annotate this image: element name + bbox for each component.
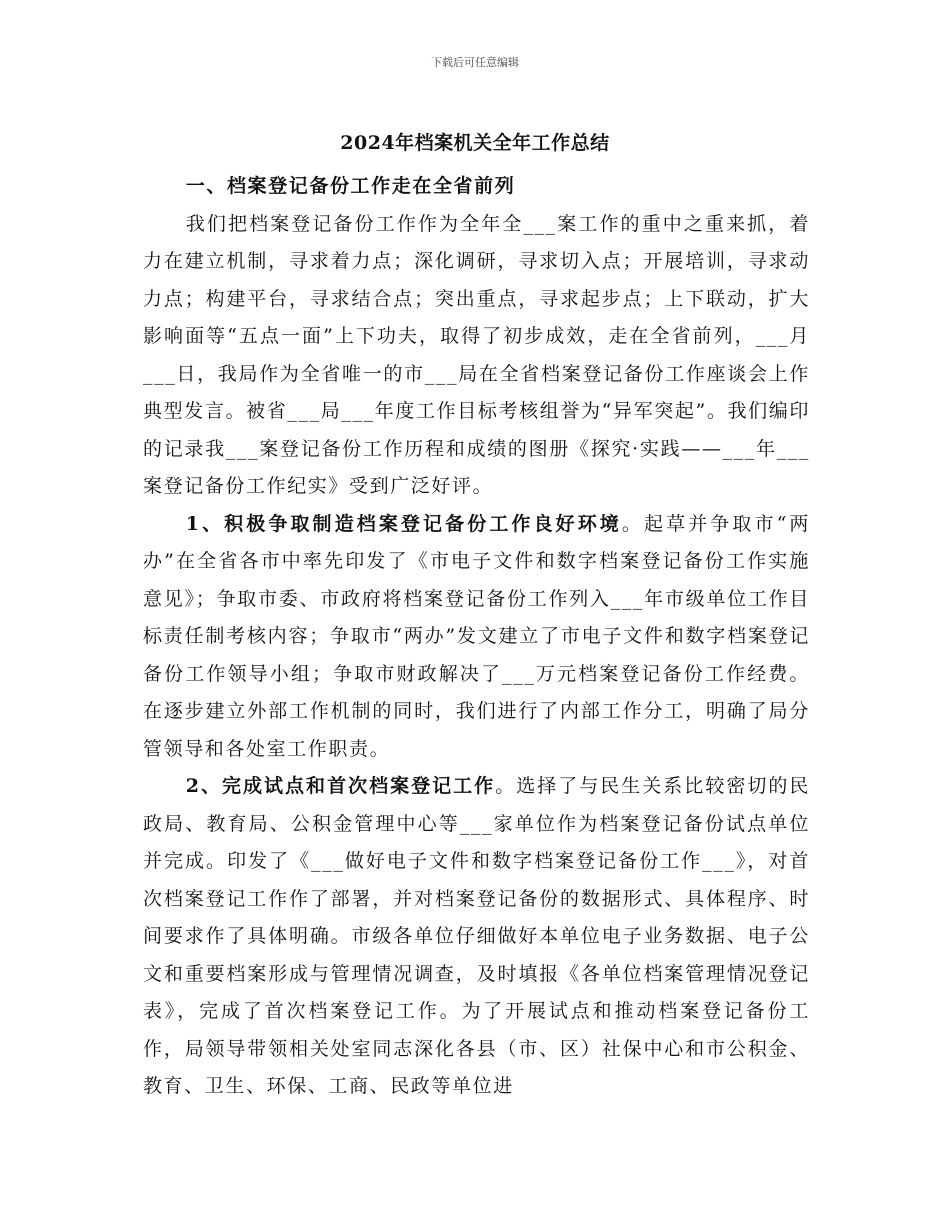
item1-lead: 1、积极争取制造档案登记备份工作良好环境: [185, 512, 622, 535]
document-body: [143, 168, 810, 1106]
item1-body: 。起草并争取市“两办”在全省各市中率先印发了《市电子文件和数字档案登记备份工作实施意见》；争取市委、市政府将档案登记备份工作列入___年市级单位工作目标责任制考核内容；争取市“两办”发文建立了市电子文件和数字档案登记备份工作领导小组；争取市财政解决了___万元档案登记备份工作经费。在逐步建立外部工作机制的同时，我们进行了内部工作分工，明确了局分管领导和各处室工作职责。: [143, 512, 810, 760]
item2-paragraph: [143, 768, 810, 1106]
item2-lead: 2、完成试点和首次档案登记工作: [185, 775, 496, 797]
item1-paragraph: [143, 506, 810, 769]
header-note: 下载后可任意编辑: [431, 56, 519, 69]
intro-paragraph: 我们把档案登记备份工作作为全年全___案工作的重中之重来抓，着力在建立机制，寻求着力点；深化调研，寻求切入点；开展培训，寻求动力点；构建平台，寻求结合点；突出重点，寻求起步点；上下联动，扩大影响面等“五点一面”上下功夫，取得了初步成效，走在全省前列，___月___日，我局作为全省唯一的市___局在全省档案登记备份工作座谈会上作典型发言。被省___局___年度工作目标考核组誉为“异军突起”。我们编印的记录我___案登记备份工作历程和成绩的图册《探究·实践——___年___案登记备份工作纪实》受到广泛好评。: [143, 212, 810, 497]
document-title: 2024年档案机关全年工作总结: [340, 132, 610, 154]
section-heading: 一、档案登记备份工作走在全省前列: [185, 175, 516, 197]
item2-body: 。选择了与民生关系比较密切的民政局、教育局、公积金管理中心等___家单位作为档案登记备份试点单位并完成。印发了《___做好电子文件和数字档案登记备份工作___》，对首次档案登记工作作了部署，并对档案登记备份的数据形式、具体程序、时间要求作了具体明确。市级各单位仔细做好本单位电子业务数据、电子公文和重要档案形成与管理情况调查，及时填报《各单位档案管理情况登记表》，完成了首次档案登记工作。为了开展试点和推动档案登记备份工作，局领导带领相关处室同志深化各县（市、区）社保中心和市公积金、教育、卫生、环保、工商、民政等单位进: [143, 775, 810, 1097]
